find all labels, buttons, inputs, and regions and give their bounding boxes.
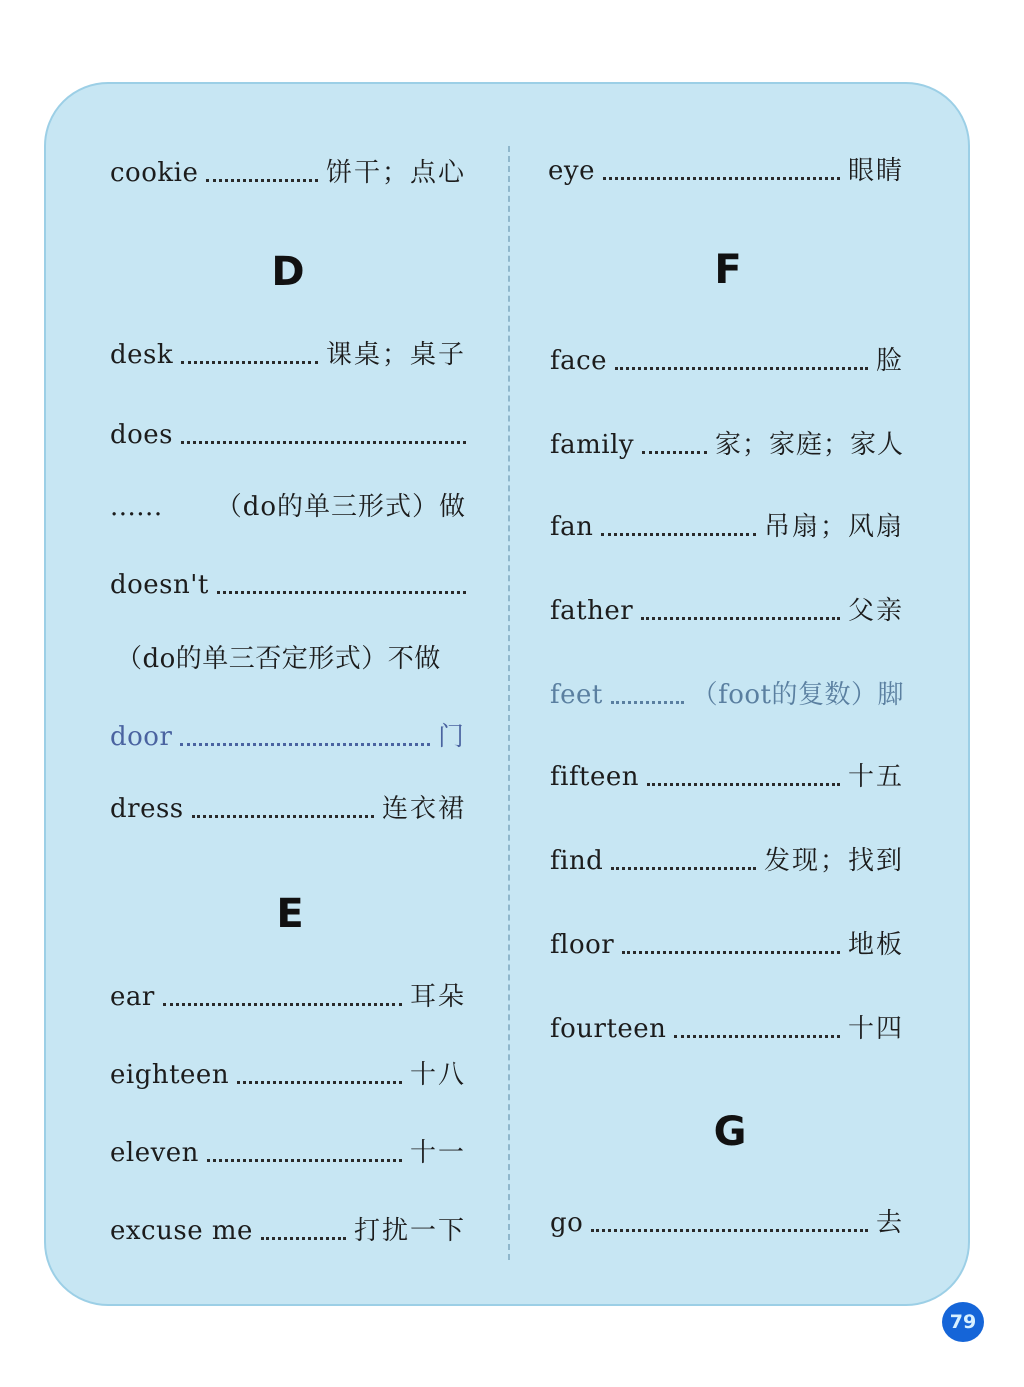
- entry-gloss: 家；家庭；家人: [714, 430, 904, 460]
- leader-dots: [674, 1035, 840, 1038]
- leader-dots: [603, 177, 840, 180]
- entry-word: fan: [550, 512, 594, 542]
- entry-father: [550, 588, 904, 628]
- entry-face: [550, 338, 904, 378]
- entry-gloss: 十四: [847, 1014, 904, 1044]
- leader-dots: [615, 367, 868, 370]
- entry-floor: [550, 922, 904, 962]
- entry-eleven: [110, 1130, 466, 1170]
- leader-dots: [261, 1237, 346, 1240]
- entry-word: doesn't: [110, 570, 209, 600]
- entry-word: ear: [110, 982, 155, 1012]
- entry-word: （do的单三否定形式）不做: [116, 644, 441, 674]
- entry-word: find: [550, 846, 604, 876]
- entry-excuse-me: [110, 1208, 466, 1248]
- entry-gloss: 十一: [409, 1138, 466, 1168]
- entry-word: dress: [110, 794, 184, 824]
- entry-word: father: [550, 596, 634, 626]
- entry-doesnt-gloss: [116, 636, 466, 676]
- leader-dots: [611, 867, 756, 870]
- leader-dots: [647, 783, 840, 786]
- leader-dots: [622, 951, 840, 954]
- leader-dots: [642, 451, 707, 454]
- entry-find: [550, 838, 904, 878]
- entry-gloss: 父亲: [847, 596, 904, 626]
- entry-word: family: [550, 430, 635, 460]
- entry-word: fourteen: [550, 1014, 667, 1044]
- entry-word: fifteen: [550, 762, 640, 792]
- column-divider: [508, 146, 510, 1260]
- entry-cookie: [110, 150, 466, 190]
- leader-dots: [163, 1003, 402, 1006]
- entry-door: [110, 714, 466, 754]
- entry-word: go: [550, 1208, 584, 1238]
- entry-word: does: [110, 420, 174, 450]
- leader-dots: [206, 179, 318, 182]
- entry-word: feet: [550, 680, 603, 710]
- entry-word: eye: [548, 156, 595, 186]
- page-number-badge: 79: [942, 1302, 984, 1342]
- entry-fifteen: [550, 754, 904, 794]
- entry-gloss: 去: [875, 1208, 904, 1238]
- entry-word: eighteen: [110, 1060, 230, 1090]
- entry-gloss: 发现；找到: [763, 846, 904, 876]
- leader-dots: [181, 361, 318, 364]
- entry-eighteen: [110, 1052, 466, 1092]
- entry-word: face: [550, 346, 608, 376]
- section-letter-f: F: [714, 247, 742, 293]
- entry-word: floor: [550, 930, 615, 960]
- leader-dots: [611, 701, 684, 704]
- entry-gloss: 饼干；点心: [325, 158, 466, 188]
- entry-gloss: 脸: [875, 346, 904, 376]
- entry-word: door: [110, 722, 173, 752]
- entry-gloss: 连衣裙: [381, 794, 466, 824]
- entry-word: desk: [110, 340, 174, 370]
- entry-word: cookie: [110, 158, 199, 188]
- entry-gloss: （do的单三形式）做: [215, 492, 466, 522]
- entry-gloss: 耳朵: [409, 982, 466, 1012]
- entry-word: eleven: [110, 1138, 199, 1168]
- entry-ear: [110, 974, 466, 1014]
- entry-gloss: 十五: [847, 762, 904, 792]
- entry-doesnt: [110, 562, 466, 602]
- entry-fourteen: [550, 1006, 904, 1046]
- leader-dots: [207, 1159, 402, 1162]
- entry-fan: [550, 504, 904, 544]
- entry-gloss: 吊扇；风扇: [763, 512, 904, 542]
- leader-dots: [641, 617, 840, 620]
- entry-family: [550, 422, 904, 462]
- entry-gloss: 眼睛: [847, 156, 904, 186]
- leader-dots: [237, 1081, 402, 1084]
- entry-gloss: （foot的复数）脚: [691, 680, 904, 710]
- section-letter-g: G: [713, 1109, 747, 1155]
- leader-dots: [591, 1229, 868, 1232]
- entry-does: [110, 412, 466, 452]
- leader-dots: [192, 815, 374, 818]
- entry-eye: [548, 148, 904, 188]
- entry-gloss: 打扰一下: [353, 1216, 466, 1246]
- section-letter-d: D: [271, 249, 305, 295]
- leader-dots: [217, 591, 466, 594]
- entry-gloss: 门: [437, 722, 466, 752]
- entry-does-gloss: [110, 484, 466, 524]
- entry-gloss: 十八: [409, 1060, 466, 1090]
- entry-go: [550, 1200, 904, 1240]
- leader-dots: [601, 533, 756, 536]
- entry-feet: [550, 672, 904, 712]
- entry-word: excuse me: [110, 1216, 253, 1246]
- section-letter-e: E: [276, 891, 304, 937]
- entry-gloss: 地板: [847, 930, 904, 960]
- entry-dress: [110, 786, 466, 826]
- leader-dots: [181, 441, 466, 444]
- entry-gloss: 课桌；桌子: [325, 340, 466, 370]
- leader-dots: [180, 743, 430, 746]
- entry-desk: [110, 332, 466, 372]
- entry-word: ......: [110, 492, 163, 522]
